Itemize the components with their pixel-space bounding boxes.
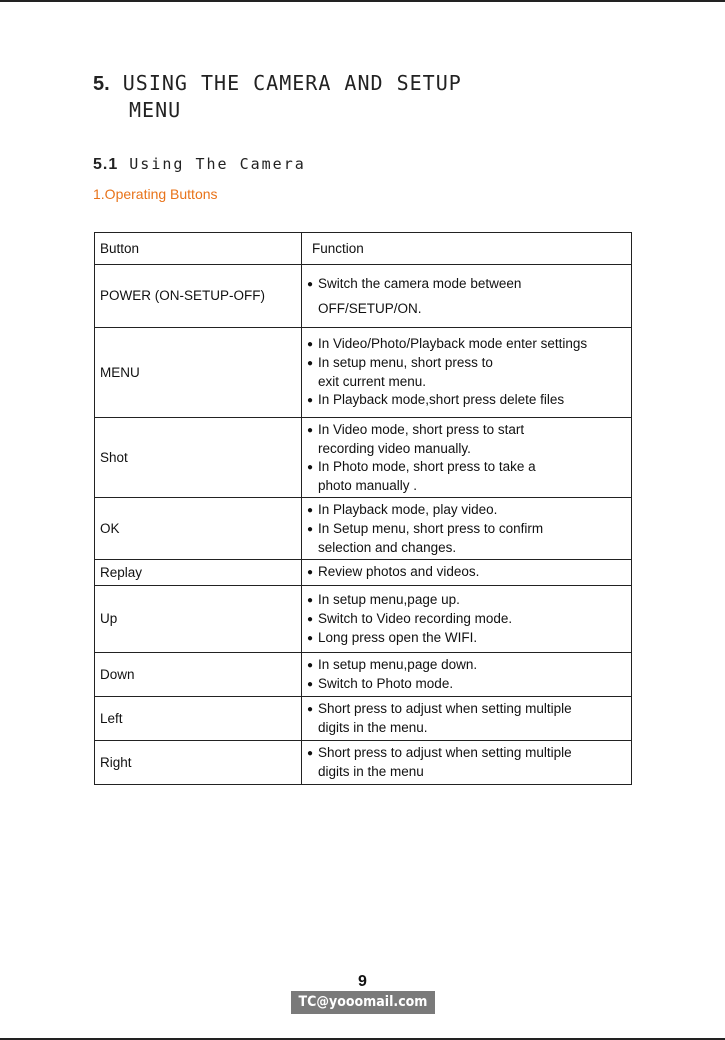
function-line: recording video manually. — [318, 440, 471, 456]
section-heading — [93, 153, 306, 176]
button-cell: OK — [95, 498, 302, 560]
watermark: TC@yooomail.com — [291, 991, 435, 1014]
function-line: ● Short press to adjust when setting multiple — [307, 744, 629, 763]
header-button: Button — [95, 233, 302, 265]
section-title: Using The Camera — [129, 155, 306, 173]
table-row — [95, 265, 632, 328]
table-header-row — [95, 233, 632, 265]
table-row — [95, 560, 632, 586]
function-line: OFF/SETUP/ON. — [318, 300, 422, 316]
chapter-number: 5. — [93, 73, 110, 95]
bullet-icon: ● — [307, 278, 314, 290]
operating-buttons-table — [94, 232, 632, 785]
bullet-icon: ● — [307, 632, 314, 644]
button-cell: POWER (ON-SETUP-OFF) — [95, 265, 302, 328]
function-cell — [302, 265, 632, 328]
function-line: ● Switch the camera mode between — [307, 275, 629, 294]
bullet-icon: ● — [307, 504, 314, 516]
function-line: selection and changes. — [318, 539, 457, 555]
header-function: Function — [302, 233, 632, 265]
function-line: ● Switch to Photo mode. — [307, 675, 629, 694]
function-cell — [302, 653, 632, 697]
function-cell — [302, 741, 632, 785]
button-cell: Replay — [95, 560, 302, 586]
function-line: digits in the menu — [318, 764, 424, 779]
table-row — [95, 586, 632, 653]
function-line: exit current menu. — [318, 374, 427, 389]
bullet-icon: ● — [307, 567, 314, 578]
table-row — [95, 418, 632, 498]
table-row — [95, 653, 632, 697]
bullet-icon: ● — [307, 659, 314, 671]
function-line: ● In Photo mode, short press to take a — [307, 458, 629, 477]
bullet-icon: ● — [307, 613, 314, 625]
chapter-title-line1: USING THE CAMERA AND SETUP — [122, 71, 462, 95]
function-line: photo manually . — [318, 477, 418, 493]
function-line: ● In Video/Photo/Playback mode enter settings — [307, 335, 629, 354]
function-cell — [302, 697, 632, 741]
function-line: ● In setup menu,page up. — [307, 591, 629, 610]
bullet-icon: ● — [307, 523, 314, 535]
section-number: 5.1 — [93, 156, 119, 173]
chapter-heading — [93, 70, 513, 123]
bullet-icon: ● — [307, 748, 314, 759]
button-cell: Right — [95, 741, 302, 785]
button-cell: MENU — [95, 328, 302, 418]
function-line: digits in the menu. — [318, 720, 428, 735]
bullet-icon: ● — [307, 424, 314, 436]
button-cell: Down — [95, 653, 302, 697]
page-number: 9 — [358, 973, 367, 990]
table-row — [95, 741, 632, 785]
bullet-icon: ● — [307, 395, 314, 406]
bullet-icon: ● — [307, 339, 314, 350]
function-line: ● In Video mode, short press to start — [307, 421, 629, 440]
function-line: ● In setup menu, short press to — [307, 354, 629, 373]
table-row — [95, 498, 632, 560]
function-cell — [302, 328, 632, 418]
bullet-icon: ● — [307, 704, 314, 715]
subsection-title: 1.Operating Buttons — [93, 186, 218, 202]
bullet-icon: ● — [307, 358, 314, 369]
function-line: ● Long press open the WIFI. — [307, 629, 629, 648]
table-row — [95, 697, 632, 741]
chapter-title-line2: MENU — [129, 98, 182, 122]
function-cell — [302, 498, 632, 560]
function-line: ● In setup menu,page down. — [307, 656, 629, 675]
function-line: ● Switch to Video recording mode. — [307, 610, 629, 629]
function-line: ● In Playback mode,short press delete files — [307, 391, 629, 410]
bullet-icon: ● — [307, 594, 314, 606]
function-line: ● In Playback mode, play video. — [307, 501, 629, 520]
bullet-icon: ● — [307, 678, 314, 690]
bullet-icon: ● — [307, 461, 314, 473]
top-rule — [0, 0, 725, 2]
button-cell: Shot — [95, 418, 302, 498]
table-row — [95, 328, 632, 418]
button-cell: Left — [95, 697, 302, 741]
button-cell: Up — [95, 586, 302, 653]
function-cell — [302, 586, 632, 653]
function-line: ● Review photos and videos. — [307, 563, 629, 582]
function-line: ● In Setup menu, short press to confirm — [307, 520, 629, 539]
function-cell — [302, 560, 632, 586]
function-cell — [302, 418, 632, 498]
function-line: ● Short press to adjust when setting multiple — [307, 700, 629, 719]
